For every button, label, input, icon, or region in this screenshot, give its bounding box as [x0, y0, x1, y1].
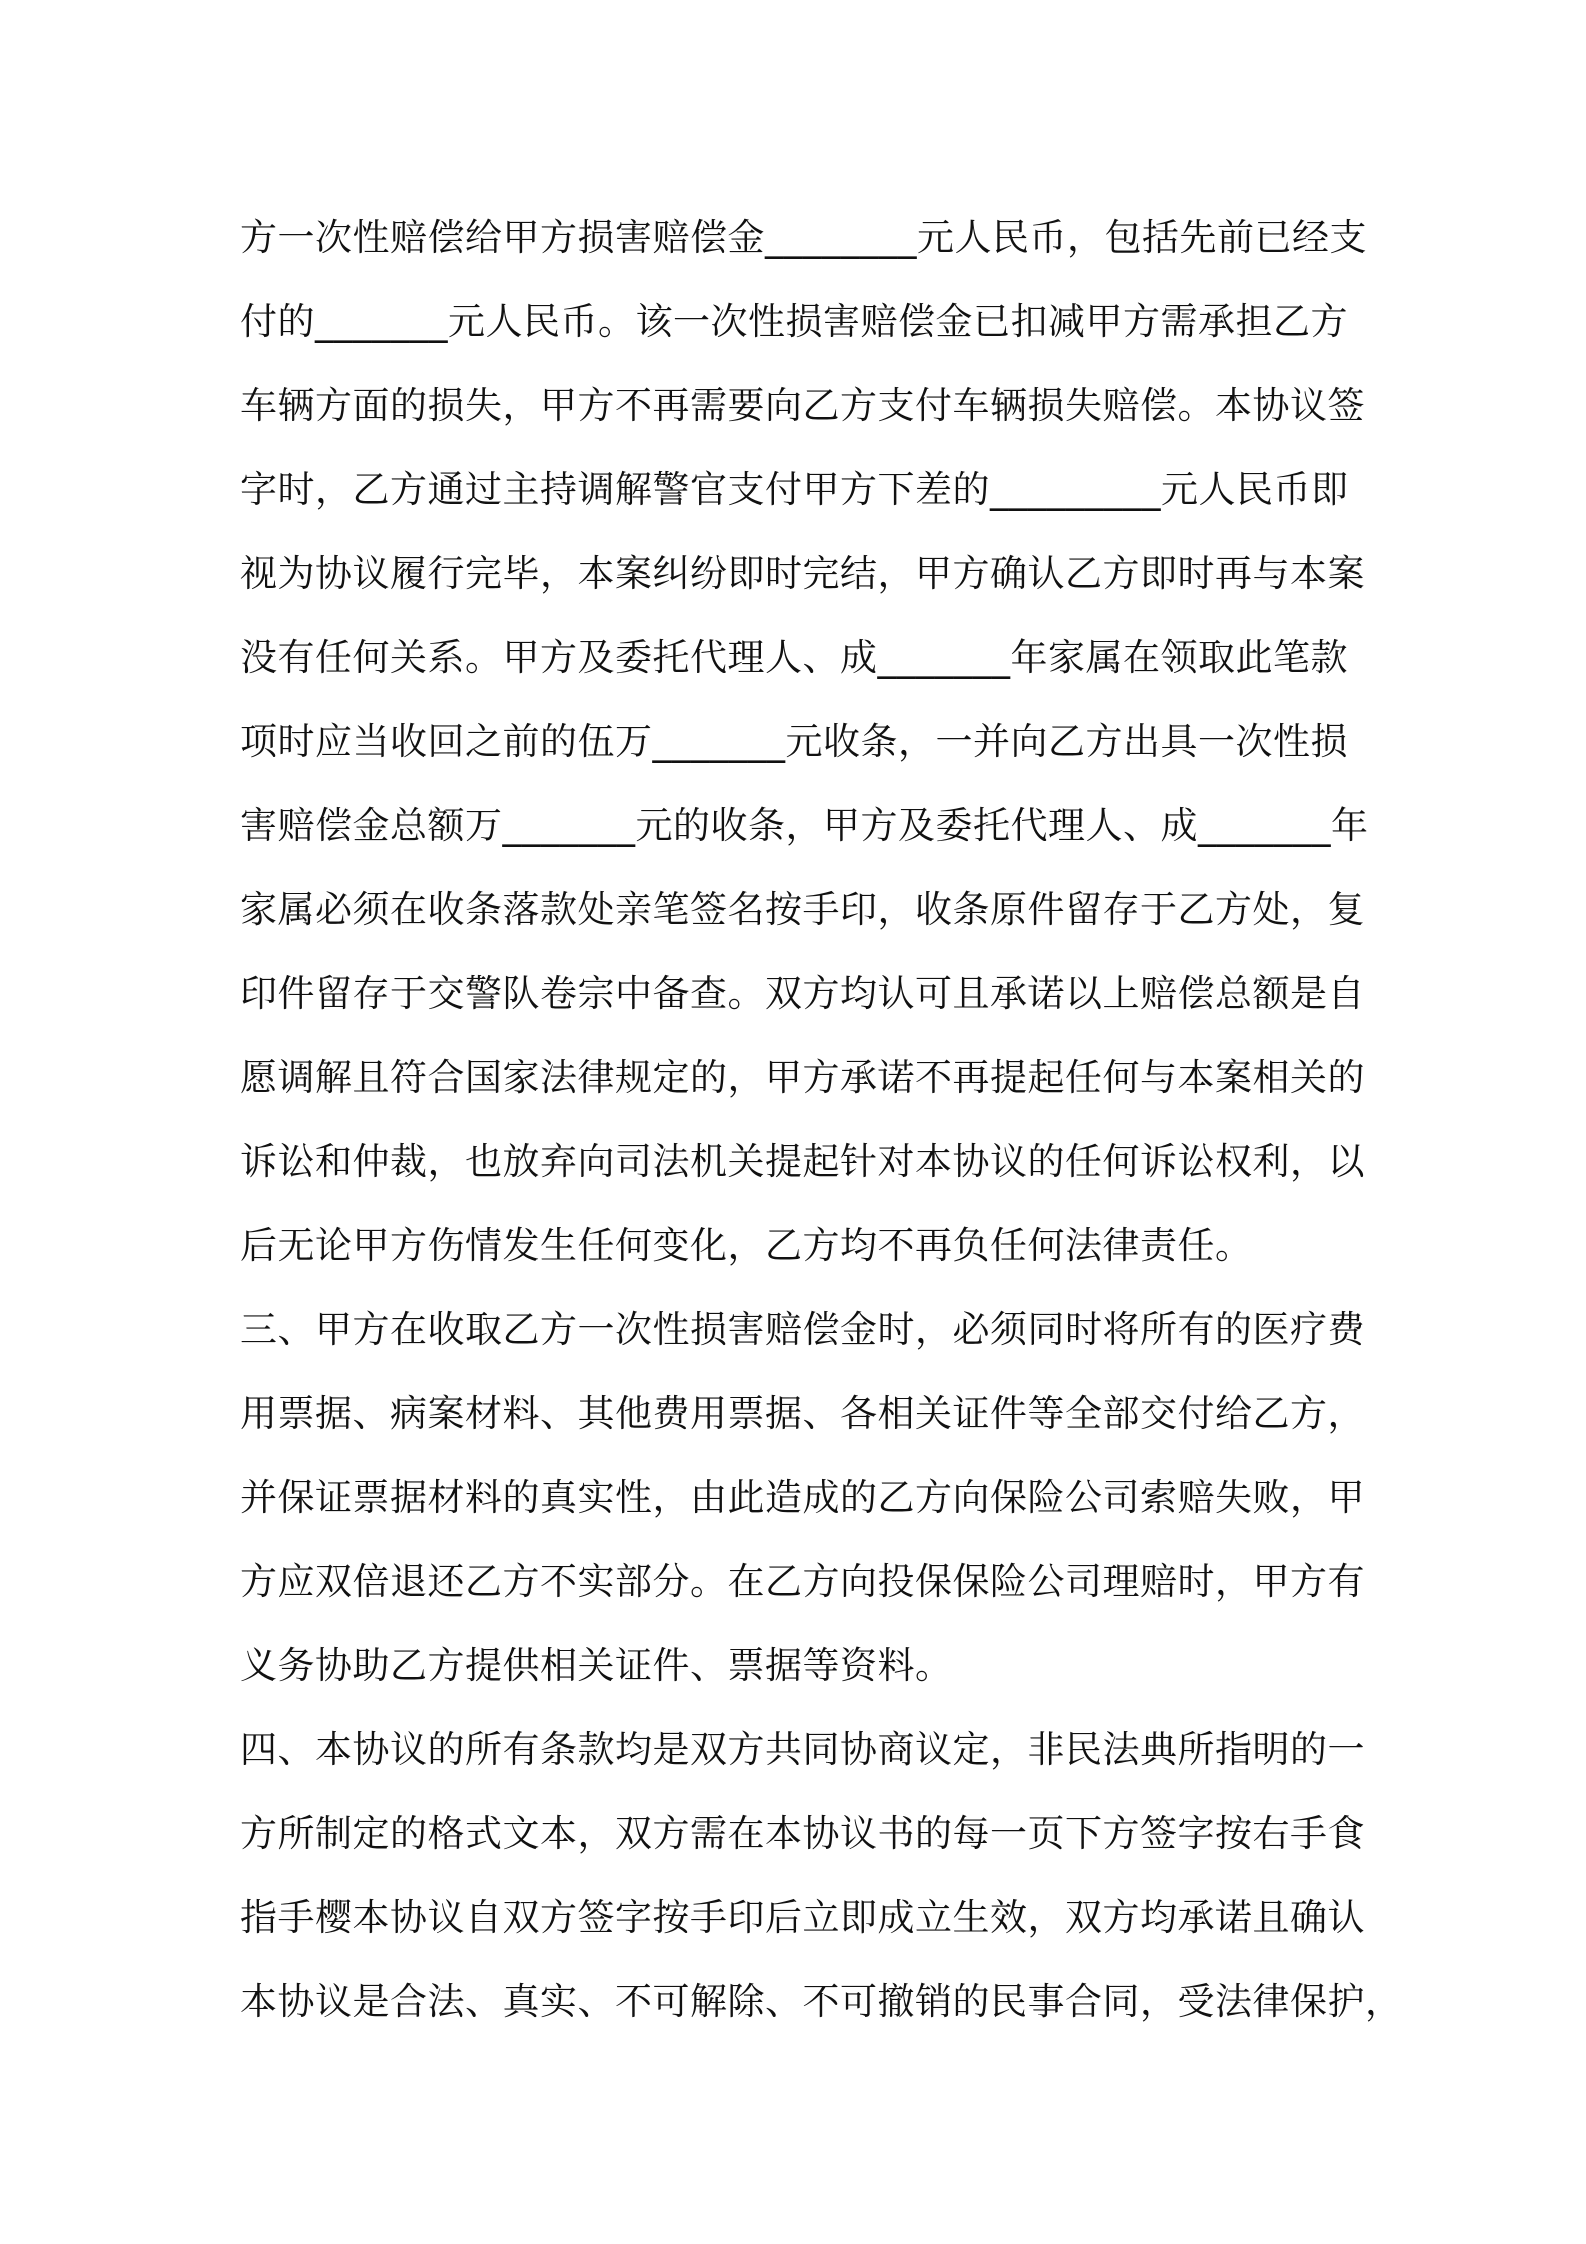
- text-line: 指手樱本协议自双方签字按手印后立即成立生效，双方均承诺且确认: [240, 1896, 1365, 1939]
- text-line: 并保证票据材料的真实性，由此造成的乙方向保险公司索赔失败，甲: [240, 1476, 1365, 1519]
- clause-4-line: 四、本协议的所有条款均是双方共同协商议定，非民法典所指明的一: [240, 1728, 1365, 1771]
- text-line: 家属必须在收条落款处亲笔签名按手印，收条原件留存于乙方处，复: [240, 888, 1365, 931]
- text-line: 诉讼和仲裁，也放弃向司法机关提起针对本协议的任何诉讼权利，以: [240, 1140, 1365, 1183]
- text-line: 害赔偿金总额万_______元的收条，甲方及委托代理人、成_______年: [240, 804, 1369, 847]
- text-line: 车辆方面的损失，甲方不再需要向乙方支付车辆损失赔偿。本协议签: [240, 384, 1365, 427]
- text-line: 后无论甲方伤情发生任何变化，乙方均不再负任何法律责任。: [240, 1224, 1253, 1267]
- text-line: 项时应当收回之前的伍万_______元收条，一并向乙方出具一次性损: [240, 720, 1348, 763]
- text-line: 没有任何关系。甲方及委托代理人、成_______年家属在领取此笔款: [240, 636, 1348, 679]
- text-line: 印件留存于交警队卷宗中备查。双方均认可且承诺以上赔偿总额是自: [240, 972, 1365, 1015]
- text-line: 字时，乙方通过主持调解警官支付甲方下差的_________元人民币即: [240, 468, 1349, 511]
- text-line: 愿调解且符合国家法律规定的，甲方承诺不再提起任何与本案相关的: [240, 1056, 1365, 1099]
- text-line: 用票据、病案材料、其他费用票据、各相关证件等全部交付给乙方，: [240, 1392, 1365, 1435]
- text-line: 方一次性赔偿给甲方损害赔偿金________元人民币，包括先前已经支: [240, 216, 1367, 259]
- agreement-text-block: [240, 196, 1403, 2044]
- text-line: 方应双倍退还乙方不实部分。在乙方向投保保险公司理赔时，甲方有: [240, 1560, 1365, 1603]
- clause-3-line: 三、甲方在收取乙方一次性损害赔偿金时，必须同时将所有的医疗费: [240, 1308, 1365, 1351]
- text-line: 义务协助乙方提供相关证件、票据等资料。: [240, 1644, 953, 1687]
- text-line: 本协议是合法、真实、不可解除、不可撤销的民事合同，受法律保护，: [240, 1980, 1403, 2023]
- text-line: 方所制定的格式文本，双方需在本协议书的每一页下方签字按右手食: [240, 1812, 1365, 1855]
- text-line: 视为协议履行完毕，本案纠纷即时完结，甲方确认乙方即时再与本案: [240, 552, 1365, 595]
- text-line: 付的_______元人民币。该一次性损害赔偿金已扣减甲方需承担乙方: [240, 300, 1348, 343]
